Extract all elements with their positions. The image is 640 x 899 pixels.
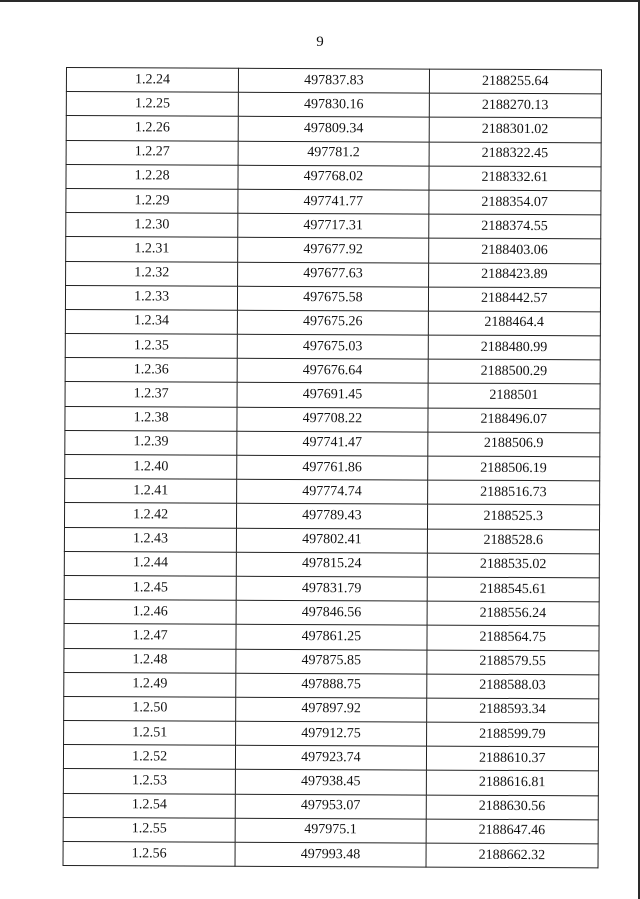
x-coordinate-cell: 497768.02 — [238, 165, 428, 190]
x-coordinate-cell: 497830.16 — [239, 92, 429, 117]
y-coordinate-cell: 2188535.02 — [427, 553, 600, 578]
table-row — [66, 237, 601, 264]
x-coordinate-cell: 497837.83 — [239, 68, 429, 93]
x-coordinate-cell: 497993.48 — [235, 842, 425, 867]
table-row — [63, 769, 598, 796]
x-coordinate-cell: 497875.85 — [236, 649, 426, 674]
x-coordinate-cell: 497675.26 — [238, 310, 428, 335]
table-row — [66, 213, 601, 240]
point-id-cell: 1.2.32 — [66, 261, 238, 286]
table-row — [65, 479, 600, 506]
coordinates-table-body — [63, 68, 601, 869]
y-coordinate-cell: 2188506.9 — [427, 432, 600, 457]
point-id-cell: 1.2.55 — [63, 817, 235, 842]
point-id-cell: 1.2.26 — [66, 116, 238, 141]
x-coordinate-cell: 497691.45 — [237, 383, 427, 408]
x-coordinate-cell: 497676.64 — [237, 359, 427, 384]
x-coordinate-cell: 497802.41 — [237, 528, 427, 553]
x-coordinate-cell: 497761.86 — [237, 455, 427, 480]
x-coordinate-cell: 497741.77 — [238, 189, 428, 214]
point-id-cell: 1.2.36 — [65, 358, 237, 383]
x-coordinate-cell: 497953.07 — [235, 794, 425, 819]
point-id-cell: 1.2.30 — [66, 213, 238, 238]
table-row — [63, 841, 598, 868]
x-coordinate-cell: 497831.79 — [236, 576, 426, 601]
table-row — [64, 503, 599, 530]
point-id-cell: 1.2.40 — [65, 454, 237, 479]
y-coordinate-cell: 2188588.03 — [426, 674, 599, 699]
point-id-cell: 1.2.37 — [65, 382, 237, 407]
point-id-cell: 1.2.35 — [65, 334, 237, 359]
point-id-cell: 1.2.39 — [65, 430, 237, 455]
point-id-cell: 1.2.48 — [64, 648, 236, 673]
y-coordinate-cell: 2188630.56 — [426, 795, 599, 820]
point-id-cell: 1.2.33 — [65, 285, 237, 310]
point-id-cell: 1.2.54 — [63, 793, 235, 818]
y-coordinate-cell: 2188501 — [428, 384, 601, 409]
y-coordinate-cell: 2188332.61 — [429, 166, 602, 191]
point-id-cell: 1.2.34 — [65, 309, 237, 334]
x-coordinate-cell: 497809.34 — [238, 117, 428, 142]
x-coordinate-cell: 497741.47 — [237, 431, 427, 456]
y-coordinate-cell: 2188500.29 — [428, 359, 601, 384]
point-id-cell: 1.2.56 — [63, 841, 235, 866]
point-id-cell: 1.2.24 — [66, 68, 238, 93]
scan-edge-top — [0, 0, 640, 2]
x-coordinate-cell: 497846.56 — [236, 600, 426, 625]
y-coordinate-cell: 2188616.81 — [426, 771, 599, 796]
x-coordinate-cell: 497781.2 — [238, 141, 428, 166]
x-coordinate-cell: 497677.63 — [238, 262, 428, 287]
point-id-cell: 1.2.51 — [64, 721, 236, 746]
point-id-cell: 1.2.52 — [63, 745, 235, 770]
point-id-cell: 1.2.27 — [66, 140, 238, 165]
y-coordinate-cell: 2188423.89 — [428, 263, 601, 288]
x-coordinate-cell: 497717.31 — [238, 213, 428, 238]
point-id-cell: 1.2.44 — [64, 551, 236, 576]
table-row — [64, 624, 599, 651]
table-row — [65, 430, 600, 457]
table-row — [66, 140, 601, 167]
point-id-cell: 1.2.41 — [65, 479, 237, 504]
y-coordinate-cell: 2188599.79 — [426, 722, 599, 747]
point-id-cell: 1.2.25 — [66, 92, 238, 117]
y-coordinate-cell: 2188516.73 — [427, 480, 600, 505]
table-row — [64, 575, 599, 602]
table-row — [65, 285, 600, 312]
y-coordinate-cell: 2188528.6 — [427, 529, 600, 554]
point-id-cell: 1.2.29 — [66, 188, 238, 213]
table-row — [64, 600, 599, 627]
point-id-cell: 1.2.46 — [64, 600, 236, 625]
y-coordinate-cell: 2188496.07 — [427, 408, 600, 433]
y-coordinate-cell: 2188579.55 — [426, 650, 599, 675]
page-number: 9 — [316, 34, 324, 50]
table-row — [66, 261, 601, 288]
table-row — [66, 116, 601, 143]
point-id-cell: 1.2.31 — [66, 237, 238, 262]
x-coordinate-cell: 497975.1 — [235, 818, 425, 843]
table-row — [65, 334, 600, 361]
y-coordinate-cell: 2188525.3 — [427, 504, 600, 529]
point-id-cell: 1.2.45 — [64, 575, 236, 600]
point-id-cell: 1.2.53 — [63, 769, 235, 794]
y-coordinate-cell: 2188556.24 — [427, 601, 600, 626]
table-row — [64, 721, 599, 748]
point-id-cell: 1.2.38 — [65, 406, 237, 431]
point-id-cell: 1.2.43 — [64, 527, 236, 552]
table-row — [65, 382, 600, 409]
y-coordinate-cell: 2188403.06 — [428, 238, 601, 263]
y-coordinate-cell: 2188593.34 — [426, 698, 599, 723]
y-coordinate-cell: 2188322.45 — [429, 142, 602, 167]
point-id-cell: 1.2.47 — [64, 624, 236, 649]
point-id-cell: 1.2.49 — [64, 672, 236, 697]
x-coordinate-cell: 497888.75 — [236, 673, 426, 698]
x-coordinate-cell: 497675.58 — [238, 286, 428, 311]
x-coordinate-cell: 497675.03 — [237, 334, 427, 359]
y-coordinate-cell: 2188442.57 — [428, 287, 601, 312]
x-coordinate-cell: 497912.75 — [236, 721, 426, 746]
y-coordinate-cell: 2188354.07 — [428, 190, 601, 215]
table-row — [66, 188, 601, 215]
table-row — [66, 68, 601, 95]
table-row — [65, 309, 600, 336]
table-row — [64, 551, 599, 578]
y-coordinate-cell: 2188506.19 — [427, 456, 600, 481]
x-coordinate-cell: 497923.74 — [236, 745, 426, 770]
x-coordinate-cell: 497789.43 — [237, 504, 427, 529]
table-row — [64, 527, 599, 554]
x-coordinate-cell: 497677.92 — [238, 238, 428, 263]
x-coordinate-cell: 497897.92 — [236, 697, 426, 722]
table-row — [65, 454, 600, 481]
table-row — [65, 406, 600, 433]
table-row — [63, 745, 598, 772]
point-id-cell: 1.2.28 — [66, 164, 238, 189]
table-row — [64, 672, 599, 699]
table-row — [63, 817, 598, 844]
table-row — [64, 696, 599, 723]
coordinates-table — [63, 67, 602, 869]
table-row — [64, 648, 599, 675]
y-coordinate-cell: 2188610.37 — [426, 746, 599, 771]
x-coordinate-cell: 497861.25 — [236, 625, 426, 650]
y-coordinate-cell: 2188374.55 — [428, 214, 601, 239]
y-coordinate-cell: 2188662.32 — [426, 843, 599, 868]
y-coordinate-cell: 2188480.99 — [428, 335, 601, 360]
table-row — [66, 164, 601, 191]
table-row — [65, 358, 600, 385]
y-coordinate-cell: 2188647.46 — [426, 819, 599, 844]
x-coordinate-cell: 497774.74 — [237, 479, 427, 504]
y-coordinate-cell: 2188301.02 — [429, 117, 602, 142]
y-coordinate-cell: 2188464.4 — [428, 311, 601, 336]
y-coordinate-cell: 2188255.64 — [429, 69, 602, 94]
x-coordinate-cell: 497708.22 — [237, 407, 427, 432]
point-id-cell: 1.2.42 — [64, 503, 236, 528]
x-coordinate-cell: 497815.24 — [237, 552, 427, 577]
y-coordinate-cell: 2188270.13 — [429, 93, 602, 118]
x-coordinate-cell: 497938.45 — [236, 770, 426, 795]
y-coordinate-cell: 2188545.61 — [427, 577, 600, 602]
y-coordinate-cell: 2188564.75 — [427, 625, 600, 650]
point-id-cell: 1.2.50 — [64, 696, 236, 721]
table-row — [63, 793, 598, 820]
table-row — [66, 92, 601, 119]
